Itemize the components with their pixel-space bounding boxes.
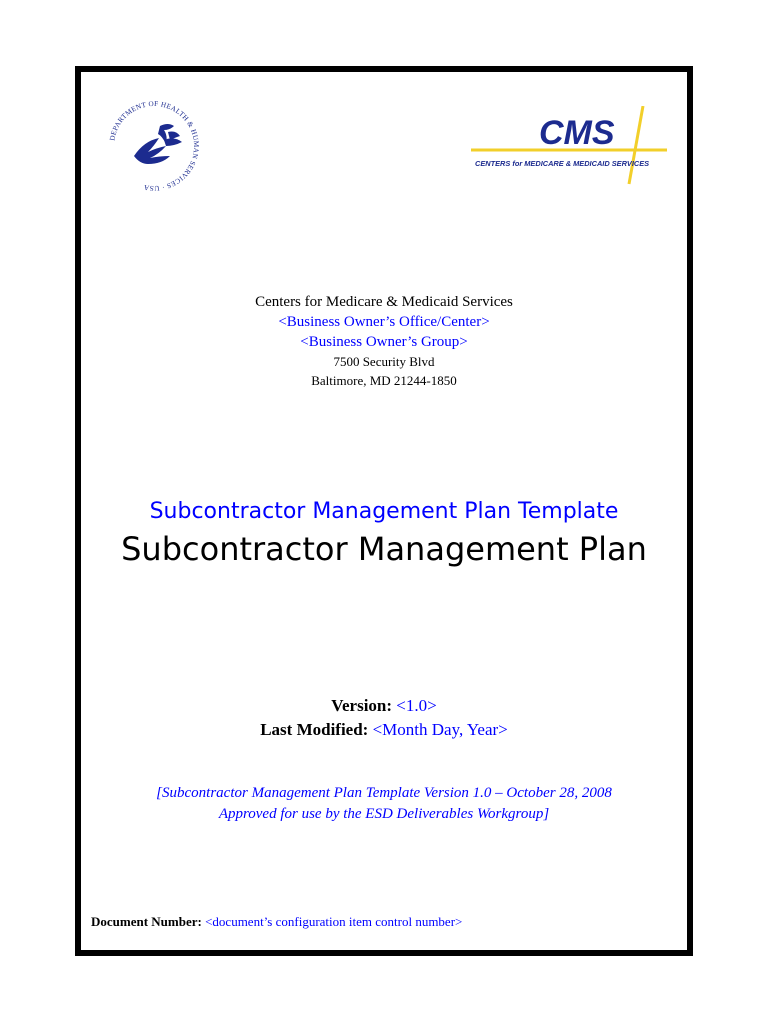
document-number — [91, 914, 462, 930]
version-block — [81, 694, 687, 742]
version-label: Version: — [331, 696, 393, 715]
address-block — [81, 292, 687, 390]
business-owner-office: <Business Owner’s Office/Center> — [278, 314, 490, 330]
document-page — [75, 66, 693, 956]
last-modified-line — [81, 718, 687, 742]
approval-note-line-2: Approved for use by the ESD Deliverables Workgroup] — [218, 806, 550, 822]
template-title: Subcontractor Management Plan Template — [149, 499, 619, 524]
hhs-seal-text: DEPARTMENT OF HEALTH & HUMAN SERVICES · USA — [108, 99, 201, 193]
city-state-zip: Baltimore, MD 21244-1850 — [311, 373, 457, 388]
street-address: 7500 Security Blvd — [333, 354, 435, 369]
document-number-value: <document’s configuration item control number> — [205, 914, 463, 929]
title-block — [81, 496, 687, 570]
business-owner-group: <Business Owner’s Group> — [300, 334, 468, 350]
last-modified-label: Last Modified: — [260, 720, 369, 739]
hhs-seal-logo — [104, 96, 204, 196]
organization-name: Centers for Medicare & Medicaid Services — [255, 294, 513, 310]
cms-wordmark: CMS — [539, 114, 615, 152]
cms-tagline: CENTERS for MEDICARE & MEDICAID SERVICES — [475, 159, 650, 168]
version-line — [81, 694, 687, 718]
last-modified-value: <Month Day, Year> — [372, 720, 508, 739]
approval-note — [81, 783, 687, 825]
version-value: <1.0> — [396, 696, 437, 715]
document-title: Subcontractor Management Plan — [121, 530, 647, 568]
cms-logo — [471, 106, 667, 186]
document-number-label: Document Number: — [91, 914, 202, 929]
approval-note-line-1: [Subcontractor Management Plan Template Version 1.0 – October 28, 2008 — [156, 785, 612, 801]
svg-text:DEPARTMENT OF HEALTH & HUMAN S — [108, 100, 200, 192]
